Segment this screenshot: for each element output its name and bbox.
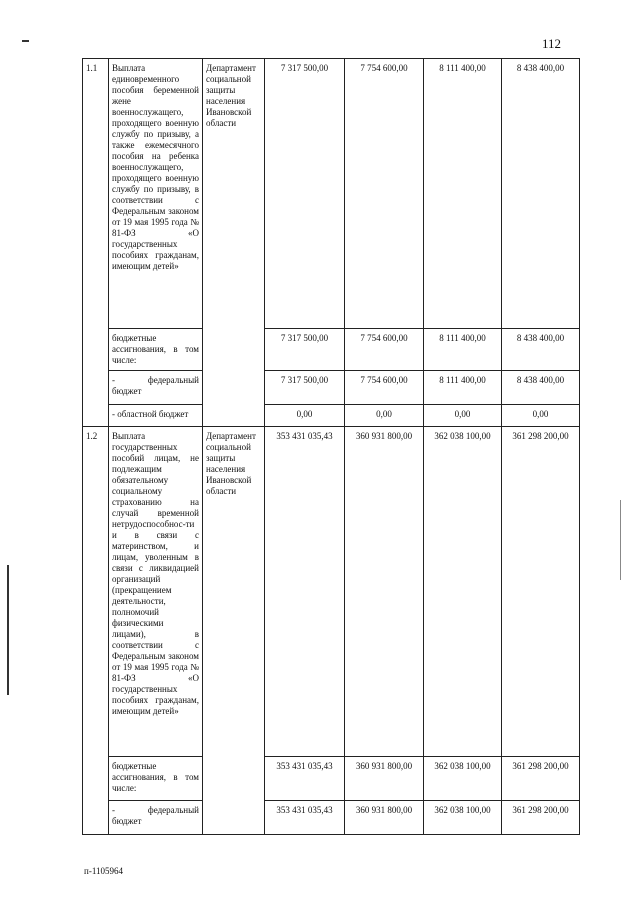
value-cell: 362 038 100,00: [424, 801, 502, 835]
row-description: Выплата единовременного пособия беременной жене военнослужащего, проходящего военную службу по призыву, а также ежемесячного пособия на ребенка военнослужащего, проходящего военную службу по призыву, в соответствии с Федеральным законом от 19 мая 1995 года № 81-ФЗ «О государственных пособиях гражданам, имеющим детей»: [109, 59, 203, 329]
value-cell: 0,00: [345, 405, 424, 427]
department-continuation: [203, 757, 265, 801]
table-row-sub: [83, 801, 580, 835]
value-cell: 8 111 400,00: [424, 371, 502, 405]
page-number: 112: [542, 36, 562, 51]
scan-mark-left: [7, 565, 9, 695]
value-cell: 7 754 600,00: [345, 59, 424, 329]
value-cell: 361 298 200,00: [502, 757, 580, 801]
department-continuation: [203, 405, 265, 427]
value-cell: 353 431 035,43: [265, 801, 345, 835]
value-cell: 0,00: [265, 405, 345, 427]
department-continuation: [203, 329, 265, 371]
value-cell: 362 038 100,00: [424, 757, 502, 801]
sub-label: - федеральный бюджет: [109, 371, 203, 405]
sub-label: - областной бюджет: [109, 405, 203, 427]
value-cell: 361 298 200,00: [502, 801, 580, 835]
value-cell: 360 931 800,00: [345, 427, 424, 757]
table-row-sub: [83, 371, 580, 405]
value-cell: 8 438 400,00: [502, 329, 580, 371]
row-index: 1.2: [83, 427, 109, 835]
value-cell: 353 431 035,43: [265, 757, 345, 801]
value-cell: 0,00: [424, 405, 502, 427]
sub-label: бюджетные ассигнования, в том числе:: [109, 757, 203, 801]
row-department: Департамент социальной защиты населения Ивановской области: [203, 59, 265, 329]
row-index: 1.1: [83, 59, 109, 427]
row-department: Департамент социальной защиты населения Ивановской области: [203, 427, 265, 757]
scan-mark-top: [22, 40, 29, 42]
table-row-main: [83, 427, 580, 757]
value-cell: 8 111 400,00: [424, 329, 502, 371]
table-row-main: [83, 59, 580, 329]
value-cell: 362 038 100,00: [424, 427, 502, 757]
department-continuation: [203, 801, 265, 835]
scan-mark-right: [620, 500, 621, 580]
value-cell: 8 438 400,00: [502, 371, 580, 405]
document-code: п-1105964: [84, 866, 123, 876]
budget-table: [82, 58, 580, 835]
value-cell: 361 298 200,00: [502, 427, 580, 757]
value-cell: 7 754 600,00: [345, 329, 424, 371]
value-cell: 7 317 500,00: [265, 59, 345, 329]
table-row-sub: [83, 329, 580, 371]
row-description: Выплата государственных пособий лицам, не подлежащим обязательному социальному страхованию на случай временной нетрудоспособнос-ти и в связи с материнством, и лицам, уволенным в связи с ликвидацией организаций (прекращением деятельности, полномочий физическими лицами), в соответствии с Федеральным законом от 19 мая 1995 года № 81-ФЗ «О государственных пособиях гражданам, имеющим детей»: [109, 427, 203, 757]
table-row-sub: [83, 405, 580, 427]
sub-label: бюджетные ассигнования, в том числе:: [109, 329, 203, 371]
value-cell: 0,00: [502, 405, 580, 427]
value-cell: 7 317 500,00: [265, 371, 345, 405]
department-continuation: [203, 371, 265, 405]
value-cell: 7 754 600,00: [345, 371, 424, 405]
value-cell: 7 317 500,00: [265, 329, 345, 371]
table-row-sub: [83, 757, 580, 801]
value-cell: 8 438 400,00: [502, 59, 580, 329]
value-cell: 360 931 800,00: [345, 801, 424, 835]
value-cell: 353 431 035,43: [265, 427, 345, 757]
value-cell: 8 111 400,00: [424, 59, 502, 329]
sub-label: - федеральный бюджет: [109, 801, 203, 835]
value-cell: 360 931 800,00: [345, 757, 424, 801]
